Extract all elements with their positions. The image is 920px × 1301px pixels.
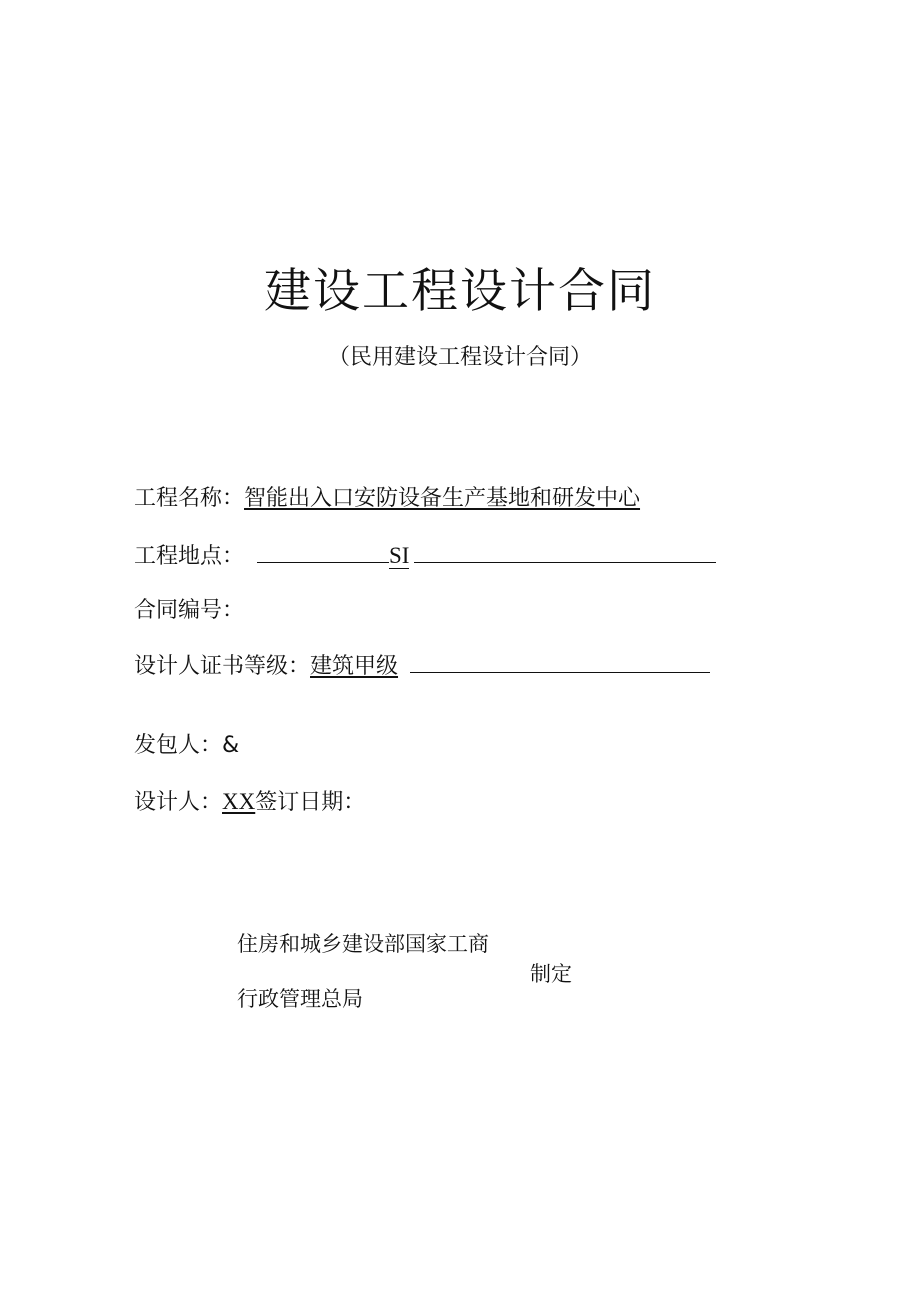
certificate-grade-value: 建筑甲级 [310, 654, 399, 679]
contract-number-label: 合同编号： [134, 598, 245, 623]
issuer-line-2: 行政管理总局 [237, 987, 363, 1011]
blank-underline [257, 542, 389, 563]
certificate-grade-label: 设计人证书等级： [134, 654, 311, 679]
document-subtitle: （民用建设工程设计合同） [327, 345, 592, 370]
blank-underline [410, 652, 710, 673]
designer-label: 设计人： [134, 790, 223, 815]
designer-value: XX [222, 789, 256, 814]
contract-number-row [134, 596, 244, 626]
project-name-row [134, 484, 640, 514]
document-title: 建设工程设计合同 [264, 264, 656, 319]
project-name-label: 工程名称： [134, 486, 245, 511]
issued-label: 制定 [530, 962, 572, 986]
project-location-label: 工程地点： [134, 544, 245, 569]
client-label: 发包人： [134, 733, 223, 758]
project-name-value: 智能出入口安防设备生产基地和研发中心 [244, 486, 641, 511]
blank-underline [414, 542, 716, 563]
issuer-line-1: 住房和城乡建设部国家工商 [237, 932, 489, 956]
client-row [134, 731, 239, 761]
certificate-grade-row [134, 652, 710, 682]
designer-row [134, 787, 365, 817]
client-value: & [222, 733, 240, 758]
project-location-row [134, 541, 716, 571]
project-location-value: SI [389, 543, 410, 568]
sign-date-label: 签订日期： [255, 790, 366, 815]
